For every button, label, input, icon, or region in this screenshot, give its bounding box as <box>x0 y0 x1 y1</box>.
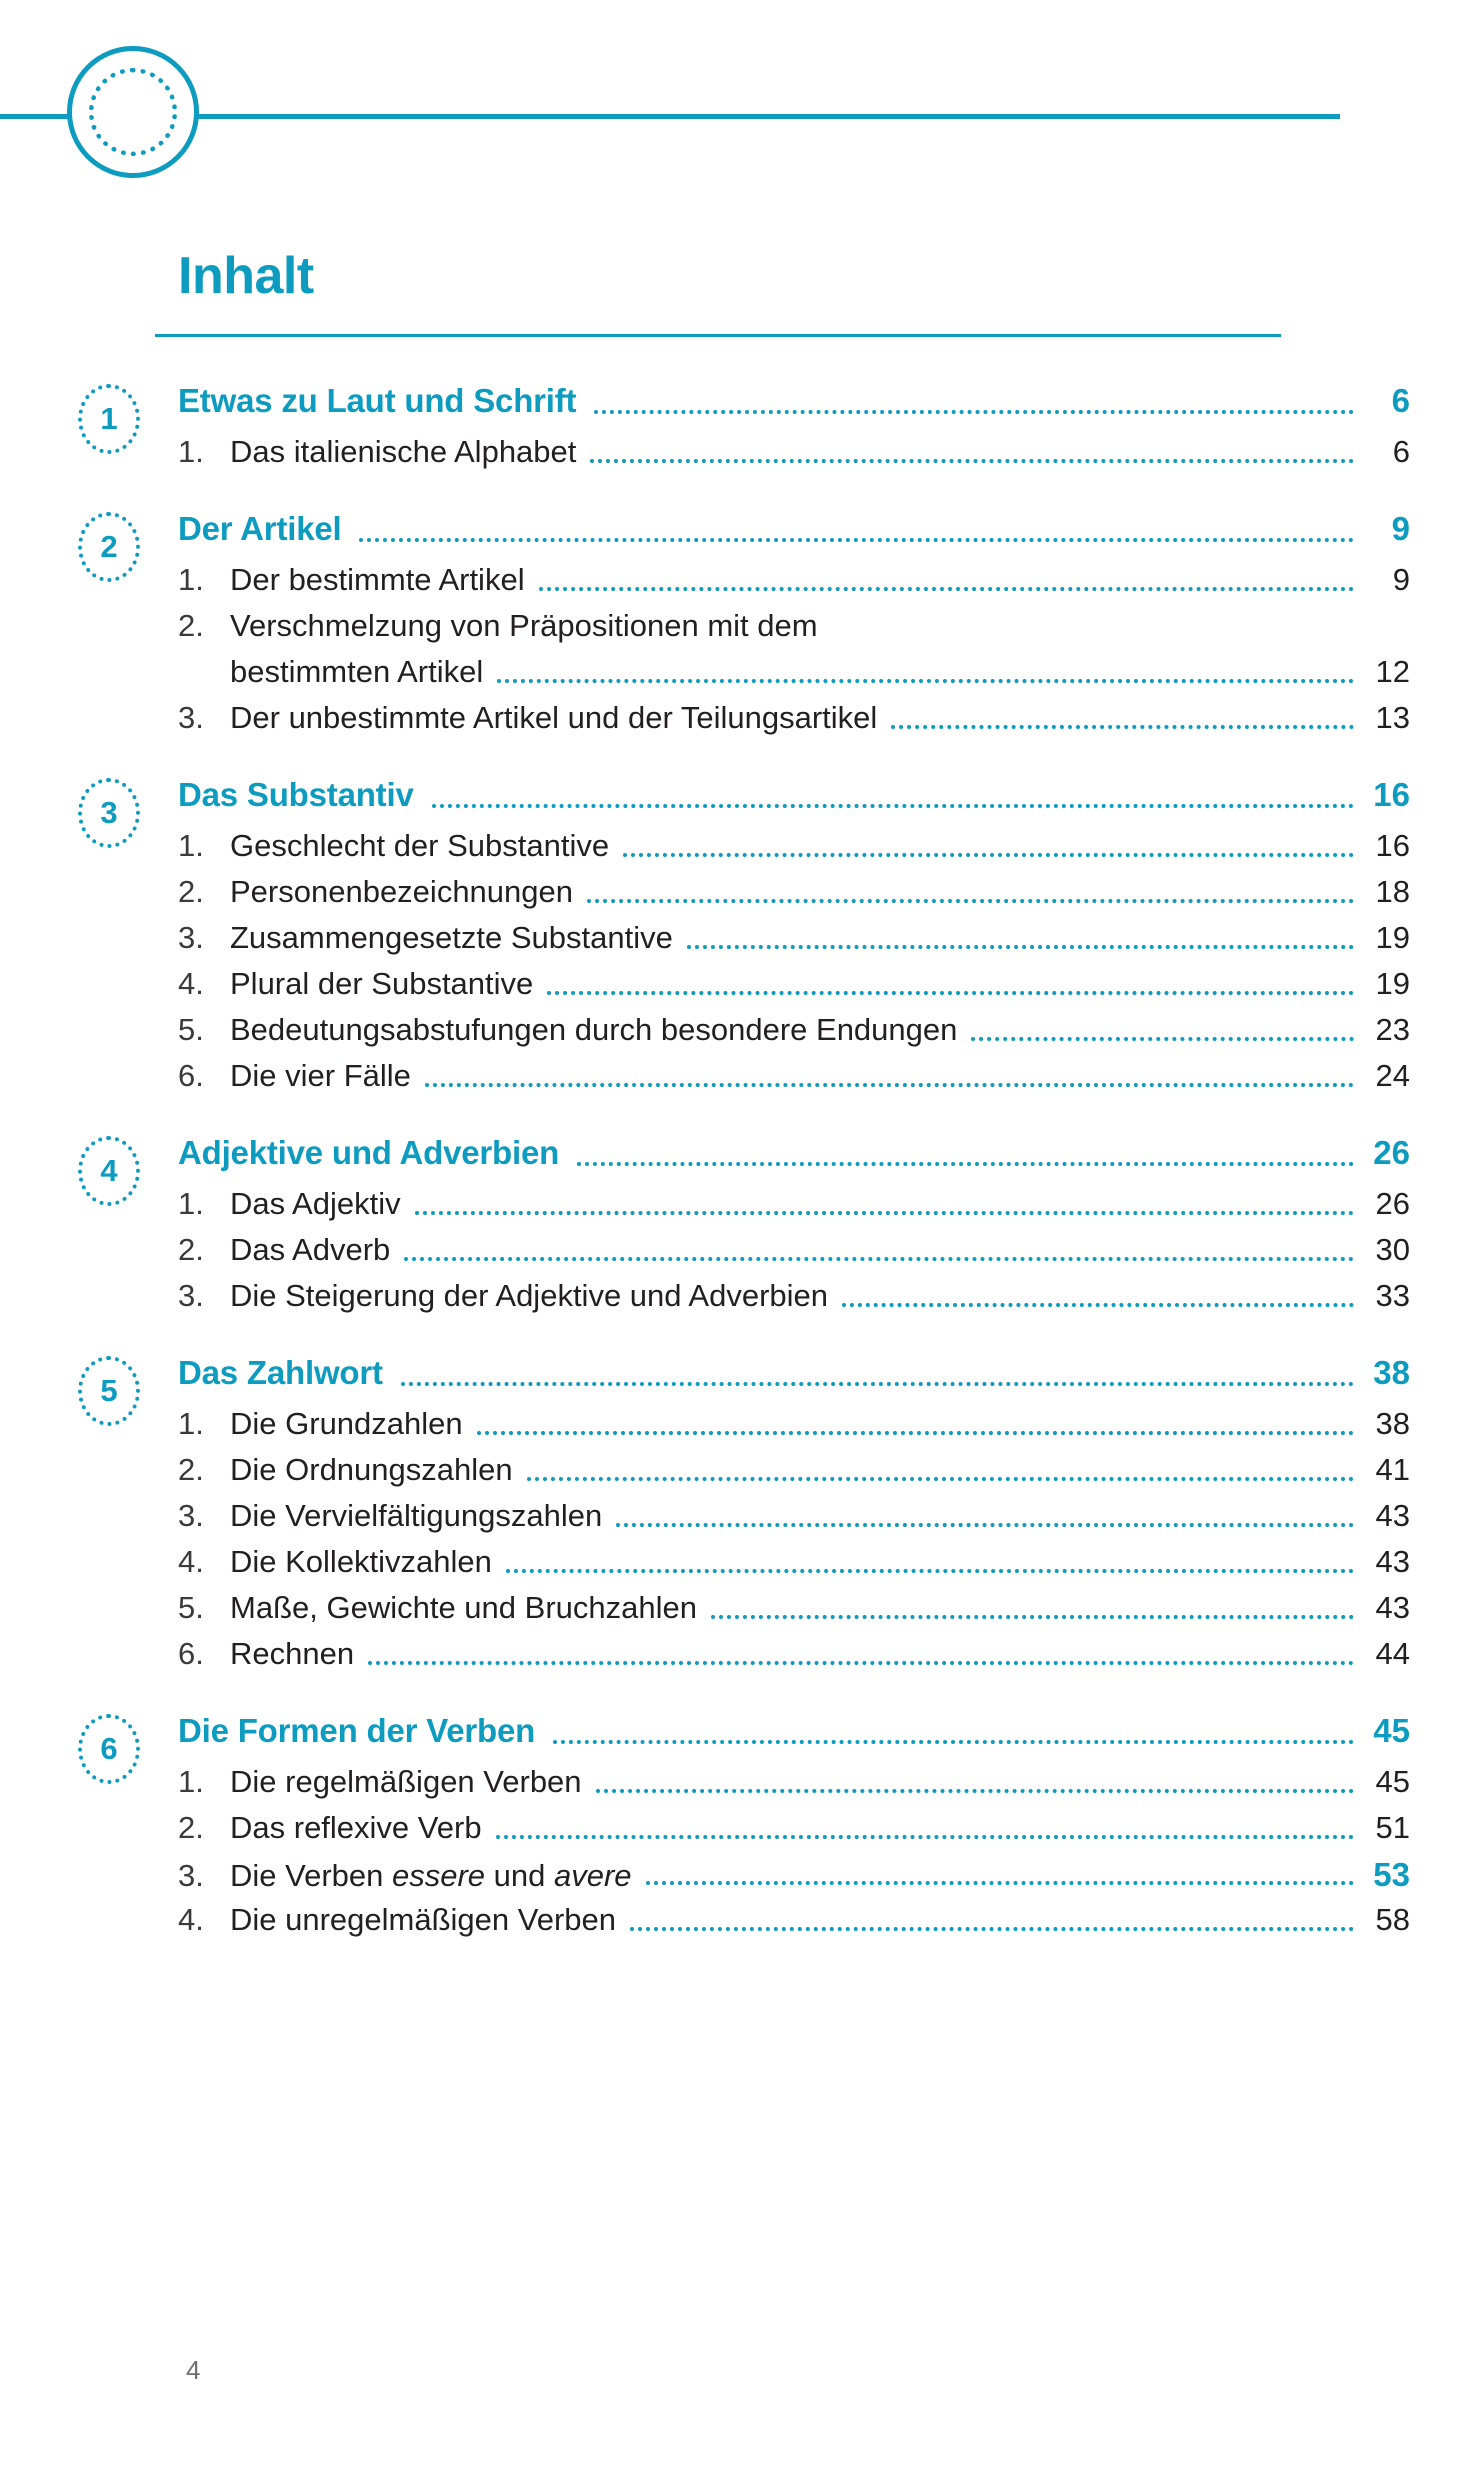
header-rule <box>0 114 1340 119</box>
entry-page-number: 58 <box>1375 1902 1410 1937</box>
leader-dots <box>506 1569 1354 1570</box>
entry-page-number: 19 <box>1375 920 1410 955</box>
entry-index: 2. <box>178 1232 204 1267</box>
leader-dots <box>401 1382 1354 1383</box>
chapter-entry[interactable] <box>0 382 1472 434</box>
entry-index: 1. <box>178 562 204 597</box>
entry-index: 2. <box>178 874 204 909</box>
page-header <box>0 0 1472 190</box>
toc-entry[interactable] <box>0 1498 1472 1544</box>
entry-label: Das Adjektiv <box>230 1186 401 1221</box>
toc-entry[interactable] <box>0 434 1472 480</box>
chapter-number-badge: 6 <box>78 1714 140 1784</box>
entry-page-number: 13 <box>1375 700 1410 735</box>
entry-label: Die unregelmäßigen Verben <box>230 1902 617 1937</box>
toc-entry[interactable] <box>0 1186 1472 1232</box>
entry-index: 2. <box>178 608 204 643</box>
entry-label: Das italienische Alphabet <box>230 434 577 469</box>
toc-entry[interactable] <box>0 608 1472 654</box>
entry-label: Die regelmäßigen Verben <box>230 1764 582 1799</box>
leader-dots <box>497 679 1354 680</box>
leader-dots <box>477 1431 1354 1432</box>
entry-label: Plural der Substantive <box>230 966 534 1001</box>
chapter-page-number: 16 <box>1373 776 1410 813</box>
leader-dots <box>594 410 1354 411</box>
chapter-title: Das Zahlwort <box>178 1354 383 1391</box>
chapter-title: Der Artikel <box>178 510 342 547</box>
entry-page-number: 30 <box>1375 1232 1410 1267</box>
chapter-entry[interactable] <box>0 1134 1472 1186</box>
entry-page-number: 43 <box>1375 1590 1410 1625</box>
chapter-title: Adjektive und Adverbien <box>178 1134 560 1171</box>
chapter-gap <box>0 480 1472 510</box>
entry-page-number: 9 <box>1392 562 1410 597</box>
toc-entry[interactable] <box>0 1590 1472 1636</box>
chapter-title: Das Substantiv <box>178 776 414 813</box>
entry-index: 5. <box>178 1012 204 1047</box>
chapter-block <box>0 1134 1472 1324</box>
entry-page-number: 33 <box>1375 1278 1410 1313</box>
chapter-title: Etwas zu Laut und Schrift <box>178 382 577 419</box>
entry-page-number: 43 <box>1375 1498 1410 1533</box>
entry-page-number: 6 <box>1392 434 1410 469</box>
chapter-number-badge: 4 <box>78 1136 140 1206</box>
entry-page-number: 44 <box>1375 1636 1410 1671</box>
entry-index: 4. <box>178 1902 204 1937</box>
toc-entry[interactable] <box>0 1810 1472 1856</box>
toc-entry[interactable] <box>0 562 1472 608</box>
leader-dots <box>553 1740 1354 1741</box>
toc-entry[interactable] <box>0 874 1472 920</box>
leader-dots <box>971 1037 1354 1038</box>
entry-page-number: 38 <box>1375 1406 1410 1441</box>
dotted-circle-ornament-icon <box>67 46 199 178</box>
chapter-gap <box>0 1682 1472 1712</box>
leader-dots <box>368 1661 1354 1662</box>
entry-index: 5. <box>178 1590 204 1625</box>
title-underline <box>155 334 1281 337</box>
table-of-contents <box>0 382 1472 1948</box>
entry-index: 1. <box>178 1406 204 1441</box>
chapter-page-number: 38 <box>1373 1354 1410 1391</box>
entry-label: Die Ordnungszahlen <box>230 1452 513 1487</box>
entry-index: 3. <box>178 1498 204 1533</box>
toc-entry[interactable] <box>0 1012 1472 1058</box>
leader-dots <box>359 538 1354 539</box>
toc-entry[interactable] <box>0 1452 1472 1498</box>
leader-dots <box>415 1211 1354 1212</box>
entry-page-number: 41 <box>1375 1452 1410 1487</box>
entry-index: 1. <box>178 828 204 863</box>
leader-dots <box>587 899 1354 900</box>
leader-dots <box>539 587 1354 588</box>
inner-dotted-ring <box>89 68 177 156</box>
entry-index: 6. <box>178 1636 204 1671</box>
entry-label: Der bestimmte Artikel <box>230 562 525 597</box>
chapter-page-number: 6 <box>1391 382 1410 419</box>
entry-label: Bedeutungsabstufungen durch besondere Endungen <box>230 1012 958 1047</box>
toc-entry[interactable] <box>0 1902 1472 1948</box>
chapter-entry[interactable] <box>0 1354 1472 1406</box>
chapter-gap <box>0 1324 1472 1354</box>
entry-page-number: 51 <box>1375 1810 1410 1845</box>
toc-entry[interactable] <box>0 1544 1472 1590</box>
entry-label: Verschmelzung von Präpositionen mit dem <box>230 608 818 643</box>
entry-index: 2. <box>178 1452 204 1487</box>
entry-label: Die Kollektivzahlen <box>230 1544 492 1579</box>
leader-dots <box>425 1083 1354 1084</box>
chapter-block <box>0 510 1472 746</box>
folio-number: 4 <box>186 2355 201 2385</box>
chapter-page-number: 45 <box>1373 1712 1410 1749</box>
entry-label-continued: bestimmten Artikel <box>230 654 484 689</box>
entry-label: Die Verben essere und avere <box>230 1858 632 1893</box>
leader-dots <box>590 459 1354 460</box>
entry-label: Die vier Fälle <box>230 1058 411 1093</box>
entry-label: Der unbestimmte Artikel und der Teilungsartikel <box>230 700 878 735</box>
chapter-number-badge: 5 <box>78 1356 140 1426</box>
toc-entry[interactable] <box>0 1232 1472 1278</box>
toc-entry[interactable] <box>0 828 1472 874</box>
entry-label: Rechnen <box>230 1636 355 1671</box>
page-title: Inhalt <box>178 247 314 305</box>
entry-page-number: 53 <box>1373 1856 1410 1893</box>
chapter-gap <box>0 1104 1472 1134</box>
entry-index: 1. <box>178 1764 204 1799</box>
entry-index: 3. <box>178 1858 204 1893</box>
entry-label: Geschlecht der Substantive <box>230 828 610 863</box>
entry-index: 2. <box>178 1810 204 1845</box>
entry-label: Das reflexive Verb <box>230 1810 482 1845</box>
toc-entry[interactable] <box>0 1058 1472 1104</box>
entry-page-number: 23 <box>1375 1012 1410 1047</box>
entry-label: Die Grundzahlen <box>230 1406 463 1441</box>
entry-page-number: 18 <box>1375 874 1410 909</box>
entry-page-number: 12 <box>1375 654 1410 689</box>
toc-entry[interactable] <box>0 966 1472 1012</box>
chapter-block <box>0 1354 1472 1682</box>
toc-entry[interactable] <box>0 1856 1472 1902</box>
entry-page-number: 43 <box>1375 1544 1410 1579</box>
chapter-page-number: 9 <box>1391 510 1410 547</box>
entry-page-number: 45 <box>1375 1764 1410 1799</box>
entry-page-number: 24 <box>1375 1058 1410 1093</box>
entry-index: 1. <box>178 1186 204 1221</box>
leader-dots <box>496 1835 1354 1836</box>
entry-index: 4. <box>178 1544 204 1579</box>
chapter-number-badge: 2 <box>78 512 140 582</box>
chapter-entry[interactable] <box>0 510 1472 562</box>
entry-label: Die Vervielfältigungszahlen <box>230 1498 603 1533</box>
entry-label: Maße, Gewichte und Bruchzahlen <box>230 1590 697 1625</box>
entry-label: Personenbezeichnungen <box>230 874 573 909</box>
chapter-title: Die Formen der Verben <box>178 1712 536 1749</box>
entry-index: 3. <box>178 700 204 735</box>
entry-index: 1. <box>178 434 204 469</box>
toc-entry[interactable] <box>0 1278 1472 1324</box>
leader-dots <box>527 1477 1354 1478</box>
chapter-entry[interactable] <box>0 776 1472 828</box>
leader-dots <box>547 991 1354 992</box>
leader-dots <box>832 633 1354 634</box>
entry-page-number: 19 <box>1375 966 1410 1001</box>
leader-dots <box>404 1257 1354 1258</box>
leader-dots <box>577 1162 1354 1163</box>
chapter-number-badge: 3 <box>78 778 140 848</box>
chapter-gap <box>0 746 1472 776</box>
leader-dots <box>891 725 1354 726</box>
leader-dots <box>432 804 1354 805</box>
entry-index: 3. <box>178 920 204 955</box>
leader-dots <box>711 1615 1354 1616</box>
toc-entry-continuation[interactable] <box>0 654 1472 700</box>
entry-index: 6. <box>178 1058 204 1093</box>
leader-dots <box>596 1789 1354 1790</box>
chapter-block <box>0 382 1472 480</box>
chapter-block <box>0 1712 1472 1948</box>
chapter-block <box>0 776 1472 1104</box>
entry-index: 4. <box>178 966 204 1001</box>
leader-dots <box>842 1303 1354 1304</box>
entry-label: Die Steigerung der Adjektive und Adverbien <box>230 1278 829 1313</box>
toc-entry[interactable] <box>0 1406 1472 1452</box>
leader-dots <box>646 1881 1354 1882</box>
chapter-number-badge: 1 <box>78 384 140 454</box>
chapter-page-number: 26 <box>1373 1134 1410 1171</box>
entry-label: Das Adverb <box>230 1232 391 1267</box>
toc-entry[interactable] <box>0 1636 1472 1682</box>
leader-dots <box>623 853 1354 854</box>
leader-dots <box>687 945 1354 946</box>
entry-index: 3. <box>178 1278 204 1313</box>
toc-entry[interactable] <box>0 920 1472 966</box>
leader-dots <box>630 1927 1354 1928</box>
toc-entry[interactable] <box>0 1764 1472 1810</box>
entry-label: Zusammengesetzte Substantive <box>230 920 673 955</box>
toc-entry[interactable] <box>0 700 1472 746</box>
entry-page-number: 26 <box>1375 1186 1410 1221</box>
chapter-entry[interactable] <box>0 1712 1472 1764</box>
leader-dots <box>616 1523 1354 1524</box>
entry-page-number: 16 <box>1375 828 1410 863</box>
